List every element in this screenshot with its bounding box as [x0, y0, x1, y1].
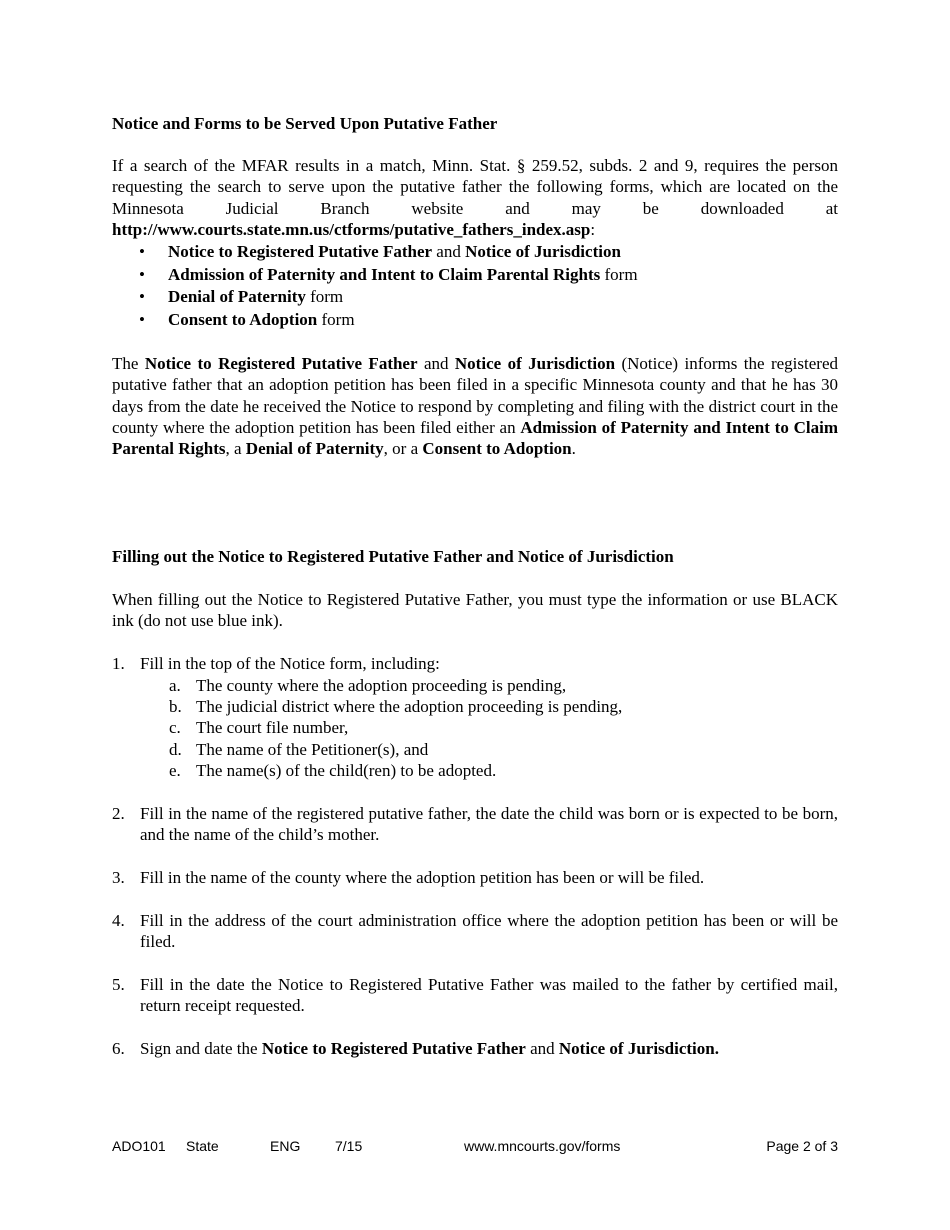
step-text: Fill in the date the Notice to Registered Putative Father was mailed to the father by certified mail, return receipt requested.	[140, 975, 838, 1016]
forms-bullet-list	[112, 241, 638, 332]
bullet-item	[112, 241, 638, 264]
bullet-text: form	[317, 310, 355, 330]
step-number: 1.	[112, 654, 125, 673]
bullet-bold: Notice of Jurisdiction	[465, 242, 621, 261]
step-item	[112, 803, 838, 846]
step-number: 3.	[112, 868, 125, 887]
section-heading-filling-out: Filling out the Notice to Registered Putative Father and Notice of Jurisdiction	[112, 547, 674, 566]
step-text-part: Sign and date the	[140, 1039, 262, 1058]
para-text: , or a	[383, 439, 423, 459]
footer-revision: 7/15	[335, 1138, 363, 1154]
step-item	[112, 1038, 838, 1059]
url-suffix: :	[590, 219, 596, 239]
ink-instructions-paragraph: When filling out the Notice to Registered Putative Father, you must type the information or use BLACK ink (do not use blue ink).	[112, 590, 838, 631]
para-bold: Admission of Paternity and Intent to Claim Parental Rights	[112, 417, 838, 459]
step-item	[112, 867, 838, 888]
bullet-item	[112, 264, 638, 287]
bullet-text: and	[432, 242, 466, 261]
substep-item	[169, 760, 496, 781]
substep-letter: c.	[169, 718, 181, 737]
para-bold: Notice to Registered Putative Father	[144, 354, 418, 373]
substep-text: The name(s) of the child(ren) to be adopted.	[196, 761, 497, 780]
forms-url-link[interactable]: http://www.courts.state.mn.us/ctforms/putative_fathers_index.asp	[112, 219, 591, 239]
intro-paragraph	[112, 155, 838, 240]
substep-letter: d.	[169, 740, 182, 759]
step-text: Fill in the address of the court administration office where the adoption petition has been or will be filed.	[140, 911, 838, 952]
para-bold: Consent to Adoption	[422, 439, 572, 459]
substep-text: The judicial district where the adoption proceeding is pending,	[196, 697, 623, 716]
substep-letter: a.	[169, 676, 181, 695]
step-number: 5.	[112, 975, 125, 994]
notice-explanation-paragraph	[112, 353, 838, 459]
footer-form-code: ADO101	[112, 1138, 166, 1154]
step-item	[112, 974, 838, 1017]
substep-text: The name of the Petitioner(s), and	[196, 740, 429, 759]
footer-page-number: Page 2 of 3	[766, 1138, 838, 1154]
step-number: 2.	[112, 804, 125, 823]
para-bold: Notice of Jurisdiction	[454, 354, 616, 373]
bullet-bold: Consent to Adoption	[168, 310, 318, 330]
substep-item	[169, 717, 348, 738]
step-text: Fill in the name of the registered putative father, the date the child was born or is expected to be born, and the name of the child’s mother.	[140, 804, 838, 845]
bullet-item	[112, 309, 638, 332]
step-text: Fill in the name of the county where the adoption petition has been or will be filed.	[140, 868, 705, 887]
para-text: The	[112, 354, 145, 373]
para-bold: Denial of Paternity	[245, 439, 384, 459]
substep-item	[169, 696, 622, 717]
step-text-part: and	[525, 1039, 559, 1058]
footer-language: ENG	[270, 1138, 301, 1154]
substep-item	[169, 675, 566, 696]
section-heading-notice-forms: Notice and Forms to be Served Upon Putative Father	[112, 114, 498, 133]
substep-letter: e.	[169, 761, 181, 780]
step-item	[112, 653, 838, 674]
step-bold: Notice to Registered Putative Father	[261, 1039, 526, 1058]
intro-text: If a search of the MFAR results in a match, Minn. Stat. § 259.52, subds. 2 and 9, requires the person requesting the search to serve upon the putative father the following forms, which are located on the Minnesota Judicial Branch website and may be downloaded at	[112, 156, 838, 218]
para-text: .	[571, 439, 576, 459]
step-number: 6.	[112, 1039, 125, 1058]
bullet-text: form	[305, 287, 344, 307]
substep-text: The county where the adoption proceeding is pending,	[196, 676, 567, 695]
bullet-bold: Notice to Registered Putative Father	[168, 242, 433, 261]
bullet-bold: Admission of Paternity and Intent to Claim Parental Rights	[168, 264, 601, 284]
footer-website-link[interactable]: www.mncourts.gov/forms	[464, 1138, 621, 1154]
substep-letter: b.	[169, 697, 182, 716]
substep-text: The court file number,	[196, 718, 349, 737]
para-text: , a	[225, 439, 246, 459]
step-number: 4.	[112, 911, 125, 930]
step-text: Fill in the top of the Notice form, including:	[140, 654, 440, 673]
para-text: and	[417, 354, 455, 373]
bullet-text: form	[600, 264, 638, 284]
step-item	[112, 910, 838, 953]
para-text: (Notice) informs the registered putative father that an adoption petition has been filed in a specific Minnesota county and that he has 30 days from the date he received the Notice to respond by completing and filing with the district court in the county where the adoption petition has been filed either an	[112, 354, 838, 437]
footer-jurisdiction: State	[186, 1138, 219, 1154]
step-bold: Notice of Jurisdiction.	[558, 1039, 719, 1058]
step-text	[140, 1038, 838, 1059]
bullet-item	[112, 286, 638, 309]
substep-item	[169, 739, 428, 760]
bullet-bold: Denial of Paternity	[168, 287, 306, 307]
